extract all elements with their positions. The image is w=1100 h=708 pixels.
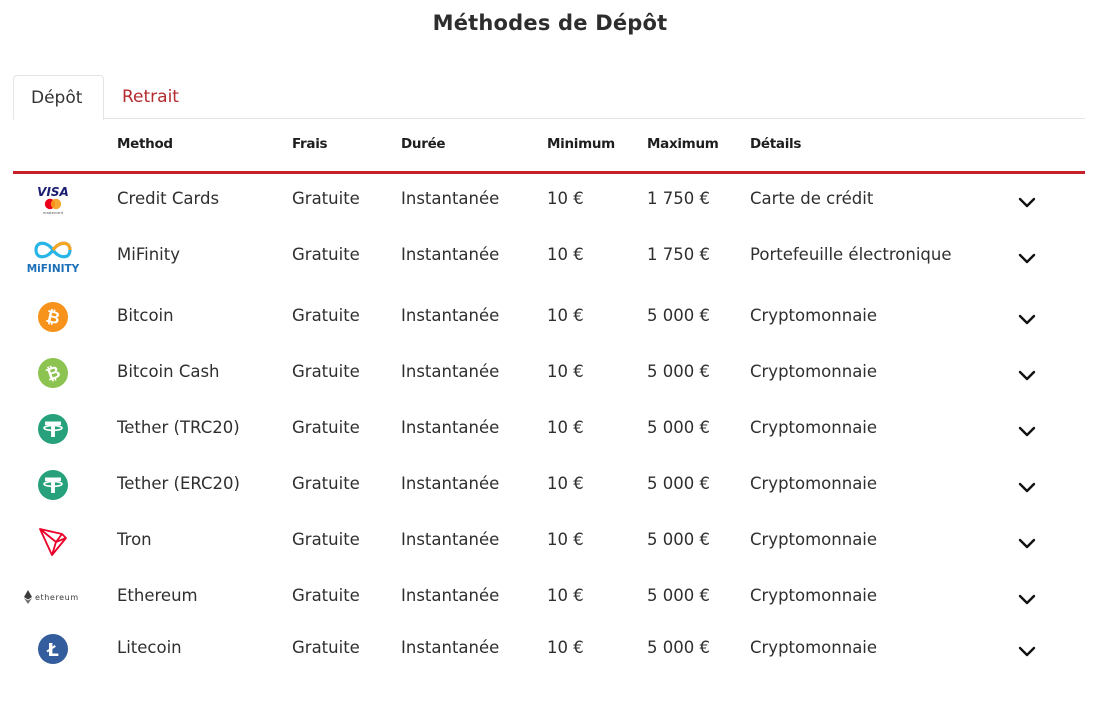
mifinity-wordmark: MiFINITY	[26, 263, 80, 275]
svg-text:₿: ₿	[43, 306, 62, 330]
cell-maximum: 5 000 €	[647, 474, 710, 493]
cell-duration: Instantanée	[401, 245, 500, 264]
bitcoin-cash-icon	[37, 357, 69, 393]
column-header-duration: Durée	[401, 136, 446, 152]
ethereum-icon	[23, 589, 83, 609]
table-row	[13, 467, 1085, 503]
table-header	[13, 120, 1085, 174]
litecoin-icon	[37, 633, 69, 669]
cell-fee: Gratuite	[292, 362, 360, 381]
cell-method: Bitcoin Cash	[117, 362, 220, 381]
cell-maximum: 5 000 €	[647, 306, 710, 325]
cell-duration: Instantanée	[401, 474, 500, 493]
cell-minimum: 10 €	[547, 189, 584, 208]
cell-maximum: 5 000 €	[647, 638, 710, 657]
chevron-down-icon[interactable]	[1018, 479, 1036, 498]
cell-minimum: 10 €	[547, 638, 584, 657]
cell-duration: Instantanée	[401, 586, 500, 605]
visa-mastercard-icon	[33, 182, 73, 222]
column-header-method: Method	[117, 136, 173, 152]
table-row	[13, 182, 1085, 218]
table-row	[13, 355, 1085, 391]
cell-maximum: 1 750 €	[647, 245, 710, 264]
mifinity-icon	[24, 236, 82, 280]
cell-maximum: 5 000 €	[647, 586, 710, 605]
table-row	[13, 238, 1085, 274]
cell-method: MiFinity	[117, 245, 180, 264]
cell-details: Portefeuille électronique	[750, 245, 952, 264]
cell-fee: Gratuite	[292, 306, 360, 325]
cell-details: Cryptomonnaie	[750, 638, 878, 657]
cell-duration: Instantanée	[401, 530, 500, 549]
cell-minimum: 10 €	[547, 245, 584, 264]
cell-maximum: 5 000 €	[647, 418, 710, 437]
chevron-down-icon[interactable]	[1018, 250, 1036, 269]
table-row	[13, 631, 1085, 667]
cell-method: Tron	[117, 530, 152, 549]
cell-fee: Gratuite	[292, 474, 360, 493]
bitcoin-icon	[37, 301, 69, 337]
tab-retrait[interactable]: Retrait	[122, 87, 179, 107]
cell-details: Cryptomonnaie	[750, 306, 878, 325]
cell-fee: Gratuite	[292, 189, 360, 208]
cell-details: Cryptomonnaie	[750, 586, 878, 605]
column-header-maximum: Maximum	[647, 136, 719, 152]
table-row	[13, 411, 1085, 447]
cell-fee: Gratuite	[292, 638, 360, 657]
cell-details: Cryptomonnaie	[750, 362, 878, 381]
cell-minimum: 10 €	[547, 306, 584, 325]
ethereum-wordmark: ethereum	[35, 593, 79, 602]
mastercard-wordmark: mastercard	[43, 211, 63, 215]
cell-minimum: 10 €	[547, 586, 584, 605]
cell-maximum: 5 000 €	[647, 362, 710, 381]
cell-duration: Instantanée	[401, 418, 500, 437]
chevron-down-icon[interactable]	[1018, 591, 1036, 610]
cell-minimum: 10 €	[547, 418, 584, 437]
cell-fee: Gratuite	[292, 586, 360, 605]
cell-duration: Instantanée	[401, 189, 500, 208]
column-header-minimum: Minimum	[547, 136, 615, 152]
chevron-down-icon[interactable]	[1018, 535, 1036, 554]
tether-icon	[37, 469, 69, 505]
cell-details: Cryptomonnaie	[750, 530, 878, 549]
svg-text:₿: ₿	[43, 362, 64, 386]
cell-maximum: 5 000 €	[647, 530, 710, 549]
column-header-details: Détails	[750, 136, 802, 152]
cell-duration: Instantanée	[401, 306, 500, 325]
cell-method: Litecoin	[117, 638, 182, 657]
visa-wordmark: VISA	[37, 185, 69, 199]
cell-minimum: 10 €	[547, 362, 584, 381]
tron-icon	[37, 525, 69, 561]
cell-method: Bitcoin	[117, 306, 174, 325]
column-header-fee: Frais	[292, 136, 328, 152]
cell-method: Tether (ERC20)	[117, 474, 240, 493]
table-row	[13, 579, 1085, 615]
tab-bar	[13, 75, 1085, 119]
tab-depot[interactable]: Dépôt	[13, 75, 104, 120]
page-title: Méthodes de Dépôt	[432, 11, 668, 35]
cell-method: Credit Cards	[117, 189, 220, 208]
cell-details: Carte de crédit	[750, 189, 874, 208]
table-row	[13, 299, 1085, 335]
cell-method: Tether (TRC20)	[117, 418, 240, 437]
cell-maximum: 1 750 €	[647, 189, 710, 208]
chevron-down-icon[interactable]	[1018, 367, 1036, 386]
cell-duration: Instantanée	[401, 638, 500, 657]
cell-minimum: 10 €	[547, 530, 584, 549]
svg-text:Ł: Ł	[47, 640, 59, 661]
chevron-down-icon[interactable]	[1018, 194, 1036, 213]
cell-fee: Gratuite	[292, 245, 360, 264]
chevron-down-icon[interactable]	[1018, 643, 1036, 662]
cell-fee: Gratuite	[292, 530, 360, 549]
tether-icon	[37, 413, 69, 449]
cell-minimum: 10 €	[547, 474, 584, 493]
chevron-down-icon[interactable]	[1018, 423, 1036, 442]
cell-method: Ethereum	[117, 586, 198, 605]
chevron-down-icon[interactable]	[1018, 311, 1036, 330]
table-row	[13, 523, 1085, 559]
cell-details: Cryptomonnaie	[750, 474, 878, 493]
cell-duration: Instantanée	[401, 362, 500, 381]
cell-details: Cryptomonnaie	[750, 418, 878, 437]
cell-fee: Gratuite	[292, 418, 360, 437]
